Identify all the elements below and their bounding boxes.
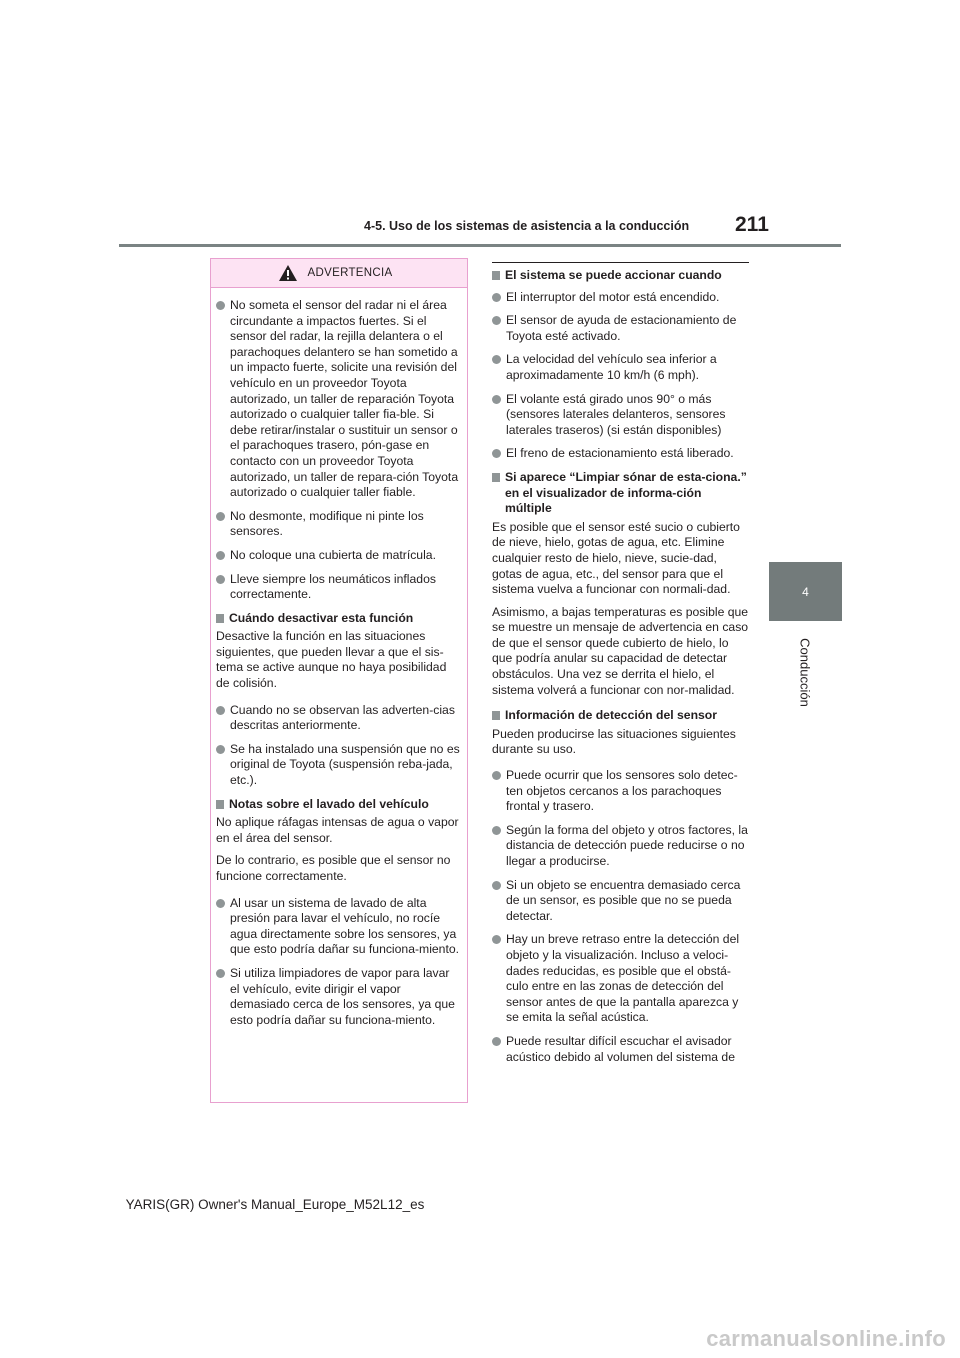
bullet-icon (492, 293, 501, 302)
list-item: Hay un breve retraso entre la detección del objeto y la visualización. Incluso a veloci-dades reducidas, es posible que el obstá-culo entre en las zonas de detección del sensor antes de que la pantalla aparezca y se emita la señal acústica. (492, 932, 749, 1026)
bullet-icon (492, 316, 501, 325)
list-item: Según la forma del objeto y otros factores, la distancia de detección puede reducirse o no llegar a producirse. (492, 823, 749, 870)
paragraph: De lo contrario, es posible que el sensor no funcione correctamente. (216, 853, 451, 883)
bullet-icon (492, 395, 501, 404)
page-number: 211 (735, 213, 769, 236)
bullet-icon (216, 745, 225, 754)
list-item: Se ha instalado una suspensión que no es original de Toyota (suspensión reba-jada, etc.). (216, 742, 462, 789)
chapter-tab (769, 562, 842, 621)
square-bullet-icon (216, 614, 224, 623)
list-item: La velocidad del vehículo sea inferior a aproximadamente 10 km/h (6 mph). (492, 352, 749, 383)
bullet-icon (492, 826, 501, 835)
bullet-icon (216, 301, 225, 310)
list-item: Cuando no se observan las adverten-cias descritas anteriormente. (216, 703, 462, 734)
paragraph: No aplique ráfagas intensas de agua o vapor en el área del sensor. (216, 815, 459, 845)
bullet-icon (492, 355, 501, 364)
footer-text: YARIS(GR) Owner's Manual_Europe_M52L12_es (125, 1197, 425, 1212)
list-item: El interruptor del motor está encendido. (492, 290, 749, 306)
subsection-heading: Notas sobre el lavado del vehículo (216, 797, 462, 813)
chapter-number: 4 (802, 584, 809, 599)
watermark: carmanualsonline.info (706, 1326, 946, 1351)
subsection-heading: Cuándo desactivar esta función (216, 611, 462, 627)
subsection-heading: Información de detección del sensor (492, 708, 749, 724)
square-bullet-icon (492, 711, 500, 720)
bullet-icon (216, 899, 225, 908)
warning-triangle-icon (278, 264, 298, 282)
square-bullet-icon (216, 800, 224, 809)
list-item: Lleve siempre los neumáticos inflados correctamente. (216, 572, 462, 603)
bullet-icon (492, 935, 501, 944)
subsection-heading: El sistema se puede accionar cuando (492, 268, 749, 284)
bullet-icon (216, 969, 225, 978)
list-item: No desmonte, modifique ni pinte los sensores. (216, 509, 462, 540)
paragraph: Es posible que el sensor esté sucio o cubierto de nieve, hielo, gotas de agua, etc. Elimine cualquier resto de hielo, nieve, sucie-dad, gotas de agua, etc., del sensor para que el sistema vuelva a funcionar con normali-dad. (492, 519, 740, 597)
list-item: El sensor de ayuda de estacionamiento de Toyota esté activado. (492, 313, 749, 344)
square-bullet-icon (492, 473, 500, 482)
paragraph: Desactive la función en las situaciones siguientes, que pueden llevar a que el sis-tema se active aunque no haya posibilidad de colisión. (216, 629, 447, 691)
list-item: Si un objeto se encuentra demasiado cerca de un sensor, es posible que no se pueda detectar. (492, 878, 749, 925)
list-item: Puede ocurrir que los sensores solo detec-ten objetos cercanos a los parachoques frontal y trasero. (492, 768, 749, 815)
square-bullet-icon (492, 271, 500, 280)
bullet-icon (216, 551, 225, 560)
list-item: Puede resultar difícil escuchar el avisador acústico debido al volumen del sistema de (492, 1034, 749, 1065)
list-item: Al usar un sistema de lavado de alta presión para lavar el vehículo, no rocíe agua directamente sobre los sensores, ya que esto podría dañar su funciona-miento. (216, 896, 462, 958)
warning-body (211, 288, 467, 1028)
list-item: No coloque una cubierta de matrícula. (216, 548, 462, 564)
bullet-icon (492, 771, 501, 780)
header-divider (119, 244, 841, 247)
paragraph: Pueden producirse las situaciones siguientes durante su uso. (492, 726, 736, 757)
bullet-icon (216, 575, 225, 584)
footer (0, 1197, 960, 1212)
warning-title: ADVERTENCIA (307, 267, 393, 279)
right-column (492, 262, 749, 1073)
bullet-icon (492, 449, 501, 458)
list-item: No someta el sensor del radar ni el área circundante a impactos fuertes. Si el sensor del radar, la rejilla delantera o el parachoques delantero se han sometido a un impacto fuerte, solicite una revisión del vehículo en un proveedor Toyota autorizado, un taller de reparación Toyota autorizado o cualquier taller fia-ble. Si debe retirar/instalar o sustituir un sensor o el parachoques trasero, pón-gase en contacto con un proveedor Toyota autorizado, un taller de repara-ción Toyota autorizado o cualquier taller fiable. (216, 298, 462, 501)
bullet-icon (492, 1037, 501, 1046)
warning-header (211, 259, 467, 288)
bullet-icon (216, 512, 225, 521)
section-title: 4-5. Uso de los sistemas de asistencia a la conducción (364, 219, 690, 233)
list-item: El freno de estacionamiento está liberado. (492, 446, 749, 462)
bullet-icon (216, 706, 225, 715)
chapter-label: Conducción (797, 638, 813, 707)
paragraph: Asimismo, a bajas temperaturas es posible que se muestre un mensaje de advertencia en caso de que el sensor quede cubierto de hielo, lo que podría anular su capacidad de detectar obstáculos. Una vez se derrita el hielo, el sistema volverá a funcionar con nor-malidad. (492, 604, 749, 697)
list-item: El volante está girado unos 90° o más (sensores laterales delanteros, sensores laterales traseros) (si están disponibles) (492, 392, 749, 439)
subsection-heading: Si aparece “Limpiar sónar de esta-ciona.” en el visualizador de informa-ción múltiple (492, 470, 749, 517)
list-item: Si utiliza limpiadores de vapor para lavar el vehículo, evite dirigir el vapor demasiado cerca de los sensores, ya que esto podría dañar su funciona-miento. (216, 966, 462, 1028)
bullet-icon (492, 881, 501, 890)
warning-box (210, 258, 468, 1103)
